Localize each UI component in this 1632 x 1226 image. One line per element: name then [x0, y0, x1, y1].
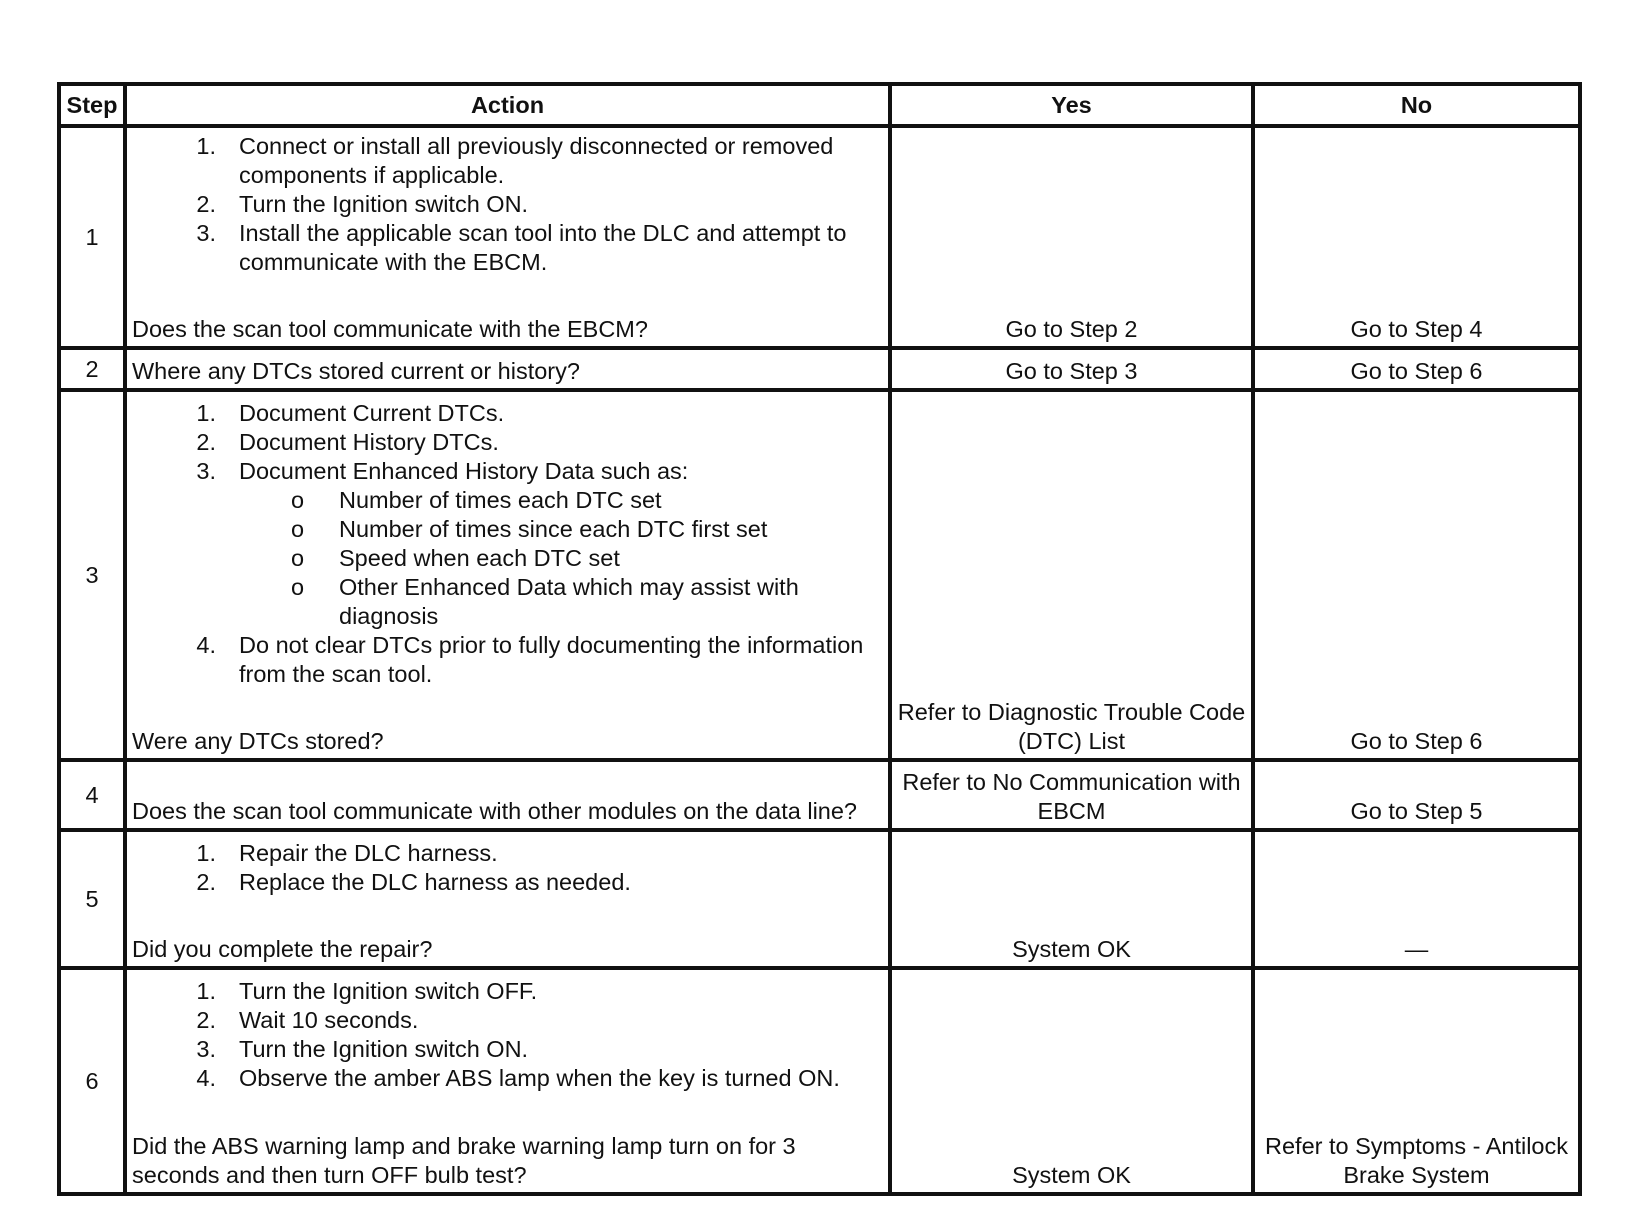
sub-list-item: o Number of times since each DTC first set [291, 516, 768, 542]
header-yes: Yes [890, 84, 1253, 126]
action-cell [125, 968, 890, 1194]
no-cell: — [1253, 830, 1580, 968]
list-item: 2. Turn the Ignition switch ON. [196, 191, 529, 217]
step-number: 1 [59, 126, 125, 348]
yes-cell: Go to Step 3 [890, 348, 1253, 390]
question-text: Did the ABS warning lamp and brake warning lamp turn on for 3 seconds and then turn OFF bulb test? [132, 1133, 796, 1188]
list-item: 2. Document History DTCs. [196, 429, 499, 455]
sub-list [239, 486, 883, 631]
sub-list-item: o Speed when each DTC set [291, 545, 620, 571]
yes-cell: Refer to No Communication with EBCM [890, 760, 1253, 830]
list-item: 3. Turn the Ignition switch ON. [196, 1036, 529, 1062]
step-number: 3 [59, 390, 125, 760]
step-number: 5 [59, 830, 125, 968]
sub-list-item: o Other Enhanced Data which may assist with diagnosis [291, 574, 799, 629]
action-list [132, 977, 883, 1093]
table-row [59, 126, 1580, 348]
table-row [59, 968, 1580, 1194]
step-number: 2 [59, 348, 125, 390]
table-row [59, 830, 1580, 968]
yes-cell: System OK [890, 830, 1253, 968]
yes-cell: Go to Step 2 [890, 126, 1253, 348]
yes-cell: System OK [890, 968, 1253, 1194]
header-step: Step [59, 84, 125, 126]
table-row [59, 760, 1580, 830]
list-item: 4. Observe the amber ABS lamp when the key is turned ON. [196, 1065, 840, 1091]
no-cell: Go to Step 5 [1253, 760, 1580, 830]
header-row [59, 84, 1580, 126]
question-text: Does the scan tool communicate with other modules on the data line? [125, 760, 890, 830]
action-cell [125, 126, 890, 348]
question-text: Does the scan tool communicate with the EBCM? [132, 316, 648, 342]
list-item: 3. Install the applicable scan tool into the DLC and attempt to communicate with the EBCM. [196, 220, 847, 275]
question-text: Did you complete the repair? [132, 936, 433, 962]
list-item: 4. Do not clear DTCs prior to fully documenting the information from the scan tool. [196, 632, 864, 687]
step-number: 4 [59, 760, 125, 830]
no-cell: Go to Step 4 [1253, 126, 1580, 348]
action-cell [125, 830, 890, 968]
no-cell: Refer to Symptoms - Antilock Brake System [1253, 968, 1580, 1194]
yes-cell: Refer to Diagnostic Trouble Code (DTC) List [890, 390, 1253, 760]
table-row [59, 390, 1580, 760]
list-item: 1. Repair the DLC harness. [196, 840, 498, 866]
action-list [132, 132, 883, 277]
no-cell: Go to Step 6 [1253, 348, 1580, 390]
list-item: 3. Document Enhanced History Data such as: o Number of times each DTC set o Number of times since each DTC first set o Speed when each DTC set o Other Enhanced Data which may assist with diagnosis [132, 457, 883, 631]
question-text: Where any DTCs stored current or history? [125, 348, 890, 390]
header-no: No [1253, 84, 1580, 126]
question-text: Were any DTCs stored? [132, 728, 384, 754]
diagnostic-table [57, 82, 1582, 1196]
header-action: Action [125, 84, 890, 126]
action-cell [125, 390, 890, 760]
list-item: 1. Turn the Ignition switch OFF. [196, 978, 538, 1004]
action-list [132, 839, 883, 897]
list-item: 2. Wait 10 seconds. [196, 1007, 419, 1033]
list-item: 2. Replace the DLC harness as needed. [196, 869, 631, 895]
action-list [132, 399, 883, 689]
list-item: 1. Connect or install all previously disconnected or removed components if applicable. [196, 133, 834, 188]
list-item: 1. Document Current DTCs. [196, 400, 505, 426]
no-cell: Go to Step 6 [1253, 390, 1580, 760]
table-row [59, 348, 1580, 390]
sub-list-item: o Number of times each DTC set [291, 487, 662, 513]
step-number: 6 [59, 968, 125, 1194]
